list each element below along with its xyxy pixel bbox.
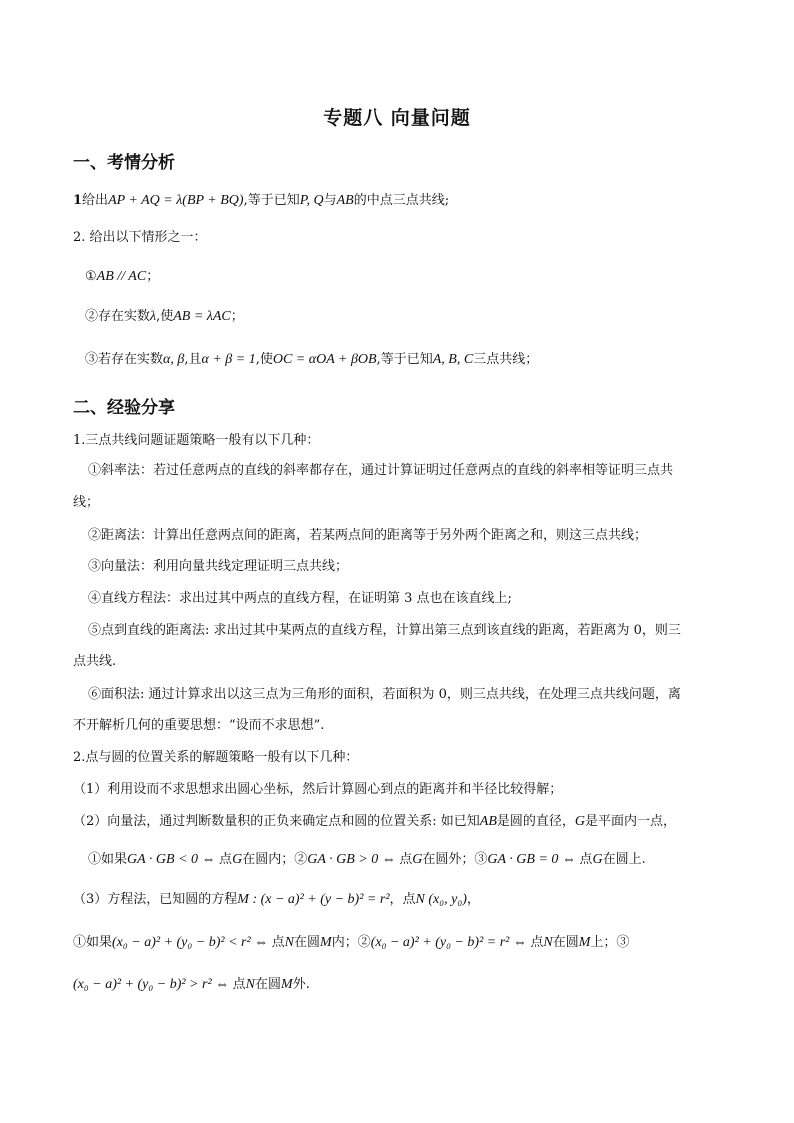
- text: 的中点三点共线;: [353, 193, 450, 208]
- text: 给出: [82, 193, 109, 208]
- paragraph: 不开解析几何的重要思想：“设而不求思想”.: [73, 718, 325, 733]
- math-var: M: [578, 935, 591, 950]
- text: ，点: [389, 892, 416, 907]
- math-formula: (x₀ − a)² + (y₀ − b)² < r² ⇔: [112, 935, 272, 950]
- math-formula: GA · GB > 0 ⇔: [307, 852, 400, 867]
- math-var: M: [320, 935, 332, 950]
- paragraph: ①斜率法：若过任意两点的直线的斜率都存在，通过计算证明过任意两点的直线的斜率相等证明三点共: [88, 463, 674, 478]
- math-formula: GA · GB = 0 ⇔: [487, 852, 580, 867]
- text: ,等于已知: [243, 193, 300, 208]
- text: 在圆内；②: [242, 852, 308, 867]
- paragraph-equation-cases-cont: [73, 975, 723, 995]
- math-var: α, β: [163, 352, 185, 367]
- text: 三点共线；: [473, 352, 539, 367]
- text: ,使: [255, 352, 273, 367]
- paragraph: 线；: [73, 495, 100, 510]
- analysis-item-2-sub-2: [85, 307, 735, 327]
- text: 点: [579, 852, 593, 867]
- math-formula: N (x₀, y₀): [415, 892, 467, 907]
- paragraph-vector-cases: [88, 850, 738, 870]
- math-var: G: [574, 814, 586, 829]
- math-var: λ: [150, 309, 157, 324]
- text: 点: [271, 935, 285, 950]
- math-var: G: [412, 852, 423, 867]
- math-formula: GA · GB < 0 ⇔: [127, 852, 220, 867]
- text: ,使: [156, 309, 174, 324]
- circle-number: ②: [85, 309, 99, 324]
- paragraph: ②距离法：计算出任意两点间的距离，若某两点间的距离等于另外两个距离之和，则这三点共线；: [88, 528, 648, 543]
- text: 点: [219, 852, 233, 867]
- math-var: G: [592, 852, 603, 867]
- text: 点: [232, 977, 246, 992]
- text: 在圆: [294, 935, 321, 950]
- math-var: A, B, C: [432, 352, 474, 367]
- text: ；: [230, 309, 244, 324]
- paragraph-vector-method: [73, 812, 723, 832]
- math-var: N: [245, 977, 255, 992]
- vector-formula: OC = αOA + βOB: [272, 352, 377, 367]
- text: 是平面内一点，: [585, 814, 677, 829]
- text: 点: [530, 935, 544, 950]
- math-cond: α + β = 1: [201, 352, 256, 367]
- text: （2）向量法，通过判断数量积的正负来确定点和圆的位置关系: 如已知: [73, 814, 480, 829]
- text: 在圆: [255, 977, 282, 992]
- paragraph: ④直线方程法：求出过其中两点的直线方程，在证明第 3 点也在该直线上;: [88, 591, 512, 606]
- math-var: AB: [336, 193, 354, 208]
- section-heading-analysis: 一、考情分析: [73, 153, 175, 173]
- paragraph: ⑥面积法: 通过计算求出以这三点为三角形的面积，若面积为 0，则三点共线，在处理三点共线问题，离: [88, 687, 681, 702]
- text: ①如果: [73, 935, 113, 950]
- text: ,且: [184, 352, 202, 367]
- paragraph: 点共线.: [73, 654, 117, 669]
- analysis-item-2-sub-1: [85, 267, 735, 287]
- circle-number: ③: [85, 352, 99, 367]
- circle-number: ①: [85, 269, 97, 284]
- paragraph: ⑤点到直线的距离法: 求出过其中某两点的直线方程，计算出第三点到该直线的距离，若距离为 0，则三: [88, 623, 681, 638]
- text: 外.: [292, 977, 310, 992]
- text: ①如果: [88, 852, 128, 867]
- section-heading-experience: 二、经验分享: [73, 398, 175, 418]
- math-var: P, Q: [299, 193, 324, 208]
- analysis-item-1: [73, 191, 723, 211]
- text: 在圆: [552, 935, 579, 950]
- paragraph: 2.点与圆的位置关系的解题策略一般有以下几种：: [73, 750, 359, 765]
- item-number: 1: [73, 193, 83, 208]
- text: 在圆上.: [602, 852, 646, 867]
- math-formula: M : (x − a)² + (y − b)² = r²: [237, 892, 390, 907]
- text: ,等于已知: [376, 352, 433, 367]
- math-formula: (x₀ − a)² + (y₀ − b)² > r² ⇔: [73, 977, 233, 992]
- math-var: M: [281, 977, 293, 992]
- text: 若存在实数: [98, 352, 164, 367]
- text: 存在实数: [98, 309, 151, 324]
- text: 上；③: [590, 935, 630, 950]
- paragraph: ③向量法：利用向量共线定理证明三点共线；: [88, 559, 349, 574]
- text: ；: [146, 269, 160, 284]
- vector-formula: AB = λAC: [173, 309, 231, 324]
- paragraph: 1.三点共线问题证题策略一般有以下几种：: [73, 433, 320, 448]
- paragraph-equation-method: [73, 890, 723, 910]
- math-var: N: [543, 935, 553, 950]
- math-var: AB: [479, 814, 497, 829]
- text: （3）方程法，已知圆的方程: [73, 892, 238, 907]
- page-title: 专题八 向量问题: [323, 107, 471, 129]
- analysis-item-2: 2. 给出以下情形之一：: [73, 230, 207, 245]
- text: 在圆外；③: [422, 852, 488, 867]
- paragraph: （1）利用设而不求思想求出圆心坐标，然后计算圆心到点的距离并和半径比较得解；: [73, 782, 563, 797]
- analysis-item-2-sub-3: [85, 350, 735, 370]
- math-formula: (x₀ − a)² + (y₀ − b)² = r² ⇔: [370, 935, 531, 950]
- text: 内；②: [331, 935, 371, 950]
- math-var: N: [284, 935, 295, 950]
- math-var: G: [232, 852, 243, 867]
- text: 点: [399, 852, 413, 867]
- vector-formula: AB // AC: [96, 269, 147, 284]
- paragraph-equation-cases: [73, 933, 723, 953]
- text: 是圆的直径，: [496, 814, 575, 829]
- vector-formula: AP + AQ = λ(BP + BQ): [108, 193, 244, 208]
- text: ，: [466, 892, 480, 907]
- text: 与: [323, 193, 337, 208]
